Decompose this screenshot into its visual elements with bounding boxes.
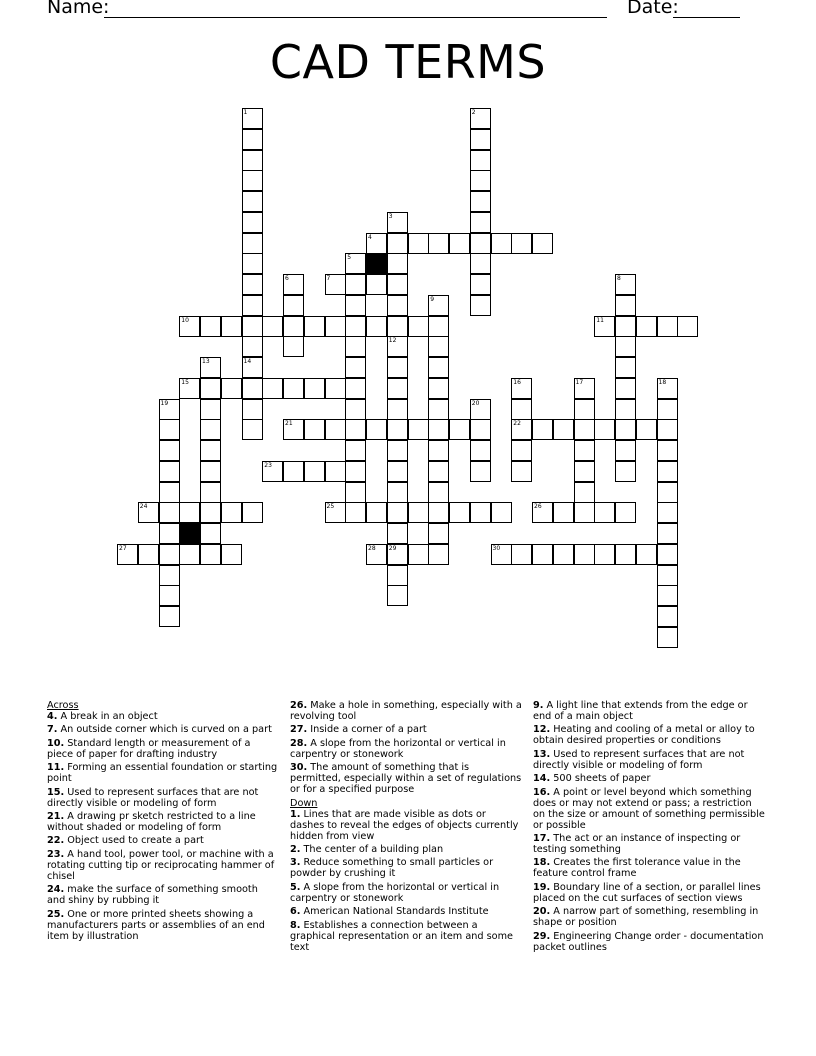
grid-cell[interactable] [657,565,678,586]
clue-item: 26. Make a hole in something, especially with a revolving tool [290,700,522,722]
grid-cell[interactable] [574,399,595,420]
grid-cell[interactable] [242,316,263,337]
grid-cell[interactable] [325,378,346,399]
grid-cell[interactable] [470,502,491,523]
grid-cell[interactable] [470,129,491,150]
grid-cell[interactable] [345,461,366,482]
grid-cell[interactable] [470,253,491,274]
grid-cell[interactable] [179,502,200,523]
grid-cell[interactable] [615,336,636,357]
grid-cell[interactable] [657,399,678,420]
grid-cell[interactable] [428,316,449,337]
grid-cell[interactable] [387,233,408,254]
grid-cell[interactable] [242,295,263,316]
grid-cell[interactable] [615,440,636,461]
clue-number: 7 [326,275,331,282]
grid-cell[interactable] [345,295,366,316]
grid-cell[interactable] [179,378,200,399]
grid-cell[interactable] [387,295,408,316]
grid-cell[interactable] [470,212,491,233]
grid-cell[interactable] [304,419,325,440]
grid-cell[interactable] [511,544,532,565]
clue-number: 15 [181,378,189,386]
grid-cell[interactable] [615,502,636,523]
grid-cell[interactable] [200,461,221,482]
grid-cell[interactable] [325,419,346,440]
grid-cell[interactable] [449,419,470,440]
grid-cell[interactable] [159,399,180,420]
clue-number: 21 [285,420,293,428]
black-square [179,523,200,544]
clue-item: 23. A hand tool, power tool, or machine with a rotating cutting tip or reciprocating hammer of chisel [47,848,275,882]
grid-cell[interactable] [428,482,449,503]
page-title: CAD TERMS [269,35,547,89]
grid-cell[interactable] [242,357,263,378]
grid-cell[interactable] [387,274,408,295]
grid-cell[interactable] [657,461,678,482]
grid-cell[interactable] [428,461,449,482]
grid-cell[interactable] [470,170,491,191]
grid-cell[interactable] [387,419,408,440]
grid-cell[interactable] [428,378,449,399]
grid-cell[interactable] [615,357,636,378]
clue-item: 3. Reduce something to small particles or powder by crushing it [290,857,494,880]
grid-cell[interactable] [242,212,263,233]
grid-cell[interactable] [200,523,221,544]
grid-cell[interactable] [594,544,615,565]
clue-number: 11 [596,316,604,324]
grid-cell[interactable] [615,295,636,316]
grid-cell[interactable] [325,502,346,523]
black-square [366,253,387,274]
grid-cell[interactable] [428,502,449,523]
clue-item: 19. Boundary line of a section, or parallel lines placed on the cut surfaces of section views [533,881,761,904]
grid-cell[interactable] [345,419,366,440]
clue-number: 10 [181,316,189,324]
grid-cell[interactable] [325,274,346,295]
grid-cell[interactable] [657,440,678,461]
grid-cell[interactable] [511,378,532,399]
grid-cell[interactable] [221,544,242,565]
clue-item: 1. Lines that are made visible as dots or dashes to reveal the edges of objects currently hidden from view [290,808,519,842]
clue-number: 24 [139,503,148,511]
grid-cell[interactable] [574,378,595,399]
grid-cell[interactable] [657,523,678,544]
grid-cell[interactable] [428,523,449,544]
grid-cell[interactable] [449,502,470,523]
clue-number: 23 [264,461,272,469]
grid-cell[interactable] [408,233,429,254]
clue-item: 2. The center of a building plan [290,843,444,855]
grid-cell[interactable] [657,544,678,565]
grid-cell[interactable] [532,502,553,523]
grid-cell[interactable] [615,399,636,420]
clue-number: 22 [513,420,521,428]
grid-cell[interactable] [428,440,449,461]
grid-cell[interactable] [408,419,429,440]
grid-cell[interactable] [242,419,263,440]
grid-cell[interactable] [221,316,242,337]
clue-item: 7. An outside corner which is curved on a part [47,724,272,736]
grid-cell[interactable] [428,419,449,440]
grid-cell[interactable] [511,461,532,482]
grid-cell[interactable] [283,336,304,357]
grid-cell[interactable] [159,523,180,544]
grid-cell[interactable] [387,461,408,482]
grid-cell[interactable] [491,502,512,523]
grid-cell[interactable] [636,419,657,440]
grid-cell[interactable] [283,461,304,482]
clue-item: 9. A light line that extends from the edge or end of a main object [533,700,748,722]
grid-cell[interactable] [387,212,408,233]
grid-cell[interactable] [470,399,491,420]
across-heading: Across [47,700,79,711]
grid-cell[interactable] [470,419,491,440]
grid-cell[interactable] [387,440,408,461]
grid-cell[interactable] [615,316,636,337]
grid-cell[interactable] [387,585,408,606]
grid-cell[interactable] [553,502,574,523]
grid-cell[interactable] [242,253,263,274]
grid-cell[interactable] [325,316,346,337]
grid-cell[interactable] [221,378,242,399]
grid-cell[interactable] [200,399,221,420]
clue-item: 15. Used to represent surfaces that are not directly visible or modeling of form [47,786,259,809]
grid-cell[interactable] [574,482,595,503]
grid-cell[interactable] [387,482,408,503]
grid-cell[interactable] [387,544,408,565]
clue-item: 18. Creates the first tolerance value in the feature control frame [533,857,741,880]
grid-cell[interactable] [200,482,221,503]
grid-cell[interactable] [387,523,408,544]
clue-number: 16 [513,378,521,386]
grid-cell[interactable] [657,316,678,337]
grid-cell[interactable] [657,419,678,440]
clue-number: 13 [202,358,210,365]
grid-cell[interactable] [657,606,678,627]
grid-cell[interactable] [200,544,221,565]
grid-cell[interactable] [159,419,180,440]
grid-cell[interactable] [262,461,283,482]
grid-cell[interactable] [366,274,387,295]
grid-cell[interactable] [574,419,595,440]
clue-item: 10. Standard length or measurement of a piece of paper for drafting industry [47,737,251,760]
grid-cell[interactable] [532,233,553,254]
grid-cell[interactable] [242,336,263,357]
clue-number: 28 [368,544,376,552]
grid-cell[interactable] [615,419,636,440]
grid-cell[interactable] [574,461,595,482]
grid-cell[interactable] [387,502,408,523]
clue-number: 30 [492,544,501,552]
grid-cell[interactable] [345,399,366,420]
grid-cell[interactable] [283,295,304,316]
grid-cell[interactable] [200,440,221,461]
down-heading: Down [290,797,318,809]
grid-cell[interactable] [387,399,408,420]
grid-cell[interactable] [221,502,242,523]
grid-cell[interactable] [532,419,553,440]
grid-cell[interactable] [159,585,180,606]
clue-item: 16. A point or level beyond which something does or may not extend or pass; a restriction on the size or amount of something permissible or possible [533,786,765,831]
clue-item: 13. Used to represent surfaces that are not directly visible or modeling of form [533,748,745,771]
grid-cell[interactable] [491,544,512,565]
grid-cell[interactable] [553,419,574,440]
grid-cell[interactable] [387,378,408,399]
grid-cell[interactable] [615,461,636,482]
grid-cell[interactable] [179,316,200,337]
grid-cell[interactable] [138,502,159,523]
grid-cell[interactable] [159,502,180,523]
grid-cell[interactable] [345,502,366,523]
clue-item: 25. One or more printed sheets showing a manufacturers parts or assemblies of an end item by illustration [47,908,265,942]
grid-cell[interactable] [511,440,532,461]
grid-cell[interactable] [345,482,366,503]
grid-cell[interactable] [428,399,449,420]
grid-cell[interactable] [262,316,283,337]
clues-column-3 [533,700,765,955]
grid-cell[interactable] [449,233,470,254]
grid-cell[interactable] [470,108,491,129]
grid-cell[interactable] [345,378,366,399]
clue-number: 6 [285,275,289,282]
clue-item: 28. A slope from the horizontal or vertical in carpentry or stonework [290,737,506,760]
grid-cell[interactable] [242,191,263,212]
grid-cell[interactable] [574,502,595,523]
grid-cell[interactable] [242,170,263,191]
clue-number: 27 [119,544,127,552]
grid-cell[interactable] [657,378,678,399]
grid-cell[interactable] [657,585,678,606]
clue-number: 29 [388,544,397,552]
grid-cell[interactable] [325,461,346,482]
clue-number: 17 [575,378,584,386]
grid-cell[interactable] [428,295,449,316]
name-label: Name: [47,0,110,18]
grid-cell[interactable] [366,233,387,254]
clue-item: 11. Forming an essential foundation or starting point [47,762,278,785]
grid-cell[interactable] [242,150,263,171]
grid-cell[interactable] [428,357,449,378]
grid-cell[interactable] [304,378,325,399]
grid-cell[interactable] [387,336,408,357]
clue-number: 14 [243,358,252,365]
grid-cell[interactable] [345,336,366,357]
grid-cell[interactable] [387,316,408,337]
grid-cell[interactable] [262,378,283,399]
grid-cell[interactable] [657,482,678,503]
grid-cell[interactable] [594,316,615,337]
clue-item: 17. The act or an instance of inspecting or testing something [533,832,741,855]
grid-cell[interactable] [408,316,429,337]
grid-cell[interactable] [594,419,615,440]
grid-cell[interactable] [242,399,263,420]
grid-cell[interactable] [491,233,512,254]
clue-item: 27. Inside a corner of a part [290,724,427,736]
grid-cell[interactable] [677,316,698,337]
grid-cell[interactable] [304,461,325,482]
grid-cell[interactable] [615,544,636,565]
grid-cell[interactable] [387,565,408,586]
clue-number: 18 [658,378,667,386]
grid-cell[interactable] [283,419,304,440]
grid-cell[interactable] [366,316,387,337]
clue-item: 21. A drawing pr sketch restricted to a line without shaded or modeling of form [47,810,256,833]
grid-cell[interactable] [179,544,200,565]
clue-number: 1 [243,109,248,116]
grid-cell[interactable] [574,544,595,565]
grid-cell[interactable] [117,544,138,565]
grid-cell[interactable] [470,150,491,171]
grid-cell[interactable] [511,233,532,254]
clue-item: 29. Engineering Change order - documentation packet outlines [533,930,764,953]
clue-item: 24. make the surface of something smooth and shiny by rubbing it [47,884,258,907]
grid-cell[interactable] [283,274,304,295]
grid-cell[interactable] [345,357,366,378]
grid-cell[interactable] [470,274,491,295]
grid-cell[interactable] [511,419,532,440]
grid-cell[interactable] [657,627,678,648]
grid-cell[interactable] [345,253,366,274]
clue-item: 30. The amount of something that is permitted, especially within a set of regulations or for a specified purpose [290,762,522,796]
grid-cell[interactable] [470,295,491,316]
grid-cell[interactable] [159,440,180,461]
grid-cell[interactable] [532,544,553,565]
grid-cell[interactable] [159,461,180,482]
grid-cell[interactable] [200,419,221,440]
clue-number: 20 [471,399,480,407]
grid-cell[interactable] [615,274,636,295]
clue-number: 19 [160,399,169,407]
grid-cell[interactable] [408,544,429,565]
clue-item: 20. A narrow part of something, resembling in shape or position [533,906,759,929]
grid-cell[interactable] [553,544,574,565]
clues-column-2 [290,700,522,955]
grid-cell[interactable] [242,108,263,129]
date-label: Date: [627,0,679,18]
grid-cell[interactable] [428,233,449,254]
grid-cell[interactable] [200,502,221,523]
clue-number: 25 [326,503,335,511]
grid-cell[interactable] [138,544,159,565]
clue-number: 9 [430,295,435,303]
clue-number: 8 [617,275,621,282]
clue-item: 4. A break in an object [47,711,158,722]
grid-cell[interactable] [345,274,366,295]
clue-item: 5. A slope from the horizontal or vertical in carpentry or stonework [290,881,500,904]
grid-cell[interactable] [428,544,449,565]
grid-cell[interactable] [200,378,221,399]
grid-cell[interactable] [387,253,408,274]
clue-item: 8. Establishes a connection between a graphical representation or an item and some text [290,919,513,953]
grid-cell[interactable] [470,440,491,461]
grid-cell[interactable] [283,378,304,399]
clue-item: 6. American National Standards Institute [290,906,489,918]
grid-cell[interactable] [511,399,532,420]
grid-cell[interactable] [242,378,263,399]
grid-cell[interactable] [159,606,180,627]
grid-cell[interactable] [200,316,221,337]
grid-cell[interactable] [366,502,387,523]
grid-cell[interactable] [159,482,180,503]
clue-item: 14. 500 sheets of paper [533,773,651,785]
grid-cell[interactable] [574,440,595,461]
grid-cell[interactable] [345,440,366,461]
grid-cell[interactable] [304,316,325,337]
clue-number: 12 [388,337,397,345]
grid-cell[interactable] [428,336,449,357]
grid-cell[interactable] [470,233,491,254]
grid-cell[interactable] [242,502,263,523]
grid-cell[interactable] [283,316,304,337]
grid-cell[interactable] [242,233,263,254]
grid-cell[interactable] [159,565,180,586]
clue-number: 26 [534,503,542,511]
grid-cell[interactable] [408,502,429,523]
grid-cell[interactable] [615,378,636,399]
grid-cell[interactable] [387,357,408,378]
clue-number: 3 [388,212,393,220]
grid-cell[interactable] [636,544,657,565]
grid-cell[interactable] [657,502,678,523]
clue-item: 12. Heating and cooling of a metal or alloy to obtain desired properties or conditions [533,724,755,747]
grid-cell[interactable] [470,191,491,212]
grid-cell[interactable] [242,129,263,150]
grid-cell[interactable] [242,274,263,295]
grid-cell[interactable] [594,502,615,523]
grid-cell[interactable] [159,544,180,565]
clues-column-1 [47,700,279,944]
clue-number: 2 [471,109,476,116]
grid-cell[interactable] [366,419,387,440]
clue-item: 22. Object used to create a part [47,835,204,847]
grid-cell[interactable] [345,316,366,337]
clue-number: 4 [368,233,372,241]
clue-number: 5 [347,254,352,262]
grid-cell[interactable] [470,461,491,482]
grid-cell[interactable] [366,544,387,565]
grid-cell[interactable] [200,357,221,378]
grid-cell[interactable] [636,316,657,337]
